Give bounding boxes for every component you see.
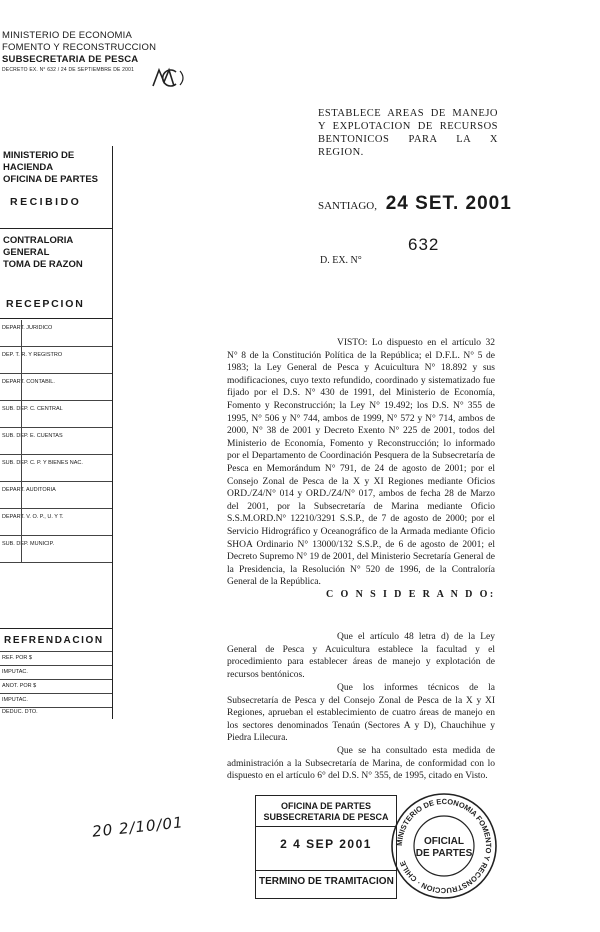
considerando-heading: C O N S I D E R A N D O:: [326, 589, 496, 600]
considerando-paragraph-2: Que los informes técnicos de la Subsecretaría de Pesca y del Consejo Zonal de Pesca de la X y XI Regiones, aprueban el establecimiento de cuatro áreas de manejo en los sectores denominados Tenaún (Sectores A y D), Chauchihue y Piedra Lilecura.: [227, 683, 495, 744]
handwritten-note: 20 2/10/01: [91, 813, 185, 841]
letterhead-fomento: FOMENTO Y RECONSTRUCCION: [2, 42, 157, 53]
date-city: SANTIAGO,: [318, 200, 377, 212]
contraloria-stamp: [0, 228, 113, 628]
visto-paragraph: VISTO: Lo dispuesto en el artículo 32 N° 8 de la Constitución Política de la República; el D.F.L. N° 5 de 1983; la Ley General de Pesca y Acuicultura N° 18.892 y sus modificaciones, cuyo texto refundido, coordinado y sistematizado fue fijado por el D.S. N° 430 de 1991, del Ministerio de Economía, Fomento y Reconstrucción; la Ley N° 19.492; los D.S. N° 355 de 1995, N° 506 y N° 744, ambos de 1999, N° 572 y N° 714, ambos de 2000, N° 38 de 2001 y Decreto Exento N° 225 de 2001, todos del Ministerio de Economía, Fomento y Reconstrucción; lo informado por el Departamento de Coordinación Pesquera de la Subsecretaría de Pesca en Memorándum N° 791, de 24 de agosto de 2001; por el Consejo Zonal de Pesca de la X y XI Regiones mediante Oficios ORD./Z4/N° 014 y ORD./Z4/N° 017, ambos de fecha 28 de Marzo del 2001, por la Subsecretaría de Marina mediante Oficio S.S.M.ORD.N° 12210/3291 S.S.P., de 7 de agosto de 2000; por el Servicio Hidrográfico y Oceanográfico de la Armada mediante Oficio SHOA Ordinario N° 13000/132 S.S.P., de 6 de agosto de 2001; el Decreto Supremo N° 19 de 2001, del Ministerio Secretaría General de la Presidencia, la Resolución N° 520 de 1996, de la Contraloría General de la República.: [227, 338, 495, 588]
table-row: [0, 509, 112, 536]
refrendacion-label: REFRENDACION: [4, 635, 104, 646]
row-label: DEPART. V. O. P., U. Y T.: [2, 514, 64, 520]
refrendacion-stamp: [0, 628, 113, 719]
table-row: [0, 374, 112, 401]
seal-center-line1: OFICIAL: [424, 836, 464, 847]
table-row: [0, 428, 112, 455]
row-label: DEP. T. R. Y REGISTRO: [2, 352, 63, 358]
row-label: SUB. DEP. E. CUENTAS: [2, 433, 63, 439]
letterhead-subsecretaria: SUBSECRETARIA DE PESCA: [2, 54, 139, 65]
oficina-partes-stamp: [255, 795, 397, 899]
received-label: RECIBIDO: [10, 196, 82, 208]
contraloria-label: CONTRALORIA GENERAL: [3, 235, 73, 258]
hacienda-stamp: [0, 146, 113, 229]
ref-row-label: IMPUTAC.: [2, 669, 28, 675]
toma-razon-label: TOMA DE RAZON: [3, 259, 83, 270]
seal-center-line2: DE PARTES: [415, 848, 473, 859]
decree-title: ESTABLECE AREAS DE MANEJO Y EXPLOTACION DE RECURSOS BENTONICOS PARA LA X REGION.: [318, 108, 498, 158]
official-seal-icon: [388, 790, 500, 902]
stamp-termino: TERMINO DE TRAMITACION: [259, 876, 394, 887]
stamp-date: 2 4 SEP 2001: [280, 837, 372, 851]
table-row: [0, 536, 112, 563]
table-row: [0, 347, 112, 374]
considerando-paragraph-3: Que se ha consultado esta medida de administración a la Subsecretaría de Marina, de conformidad con lo dispuesto en el artículo 6° del D.S. N° 355, de 1995, citado en Visto.: [227, 746, 495, 782]
table-row: [0, 482, 112, 509]
hacienda-ministry: MINISTERIO DE HACIENDA: [3, 150, 75, 173]
recepcion-rows: [0, 320, 112, 563]
letterhead-reference: DECRETO EX. N° 632 / 24 DE SEPTIEMBRE DE 2001: [2, 67, 135, 73]
ref-row-label: REF. POR $: [2, 655, 32, 661]
table-row: [0, 401, 112, 428]
stamp-office: OFICINA DE PARTES: [280, 801, 371, 811]
hacienda-office: OFICINA DE PARTES: [3, 174, 99, 185]
letterhead: [2, 30, 156, 74]
row-label: SUB. DEP. MUNICIP.: [2, 541, 55, 547]
recepcion-label: RECEPCION: [6, 298, 85, 310]
ref-row-label: DEDUC. DTO.: [2, 709, 38, 715]
row-label: DEPART. CONTABIL.: [2, 379, 55, 385]
decree-date: [318, 193, 512, 215]
institution-logo-icon: [150, 66, 188, 90]
row-label: SUB. DEP. C. P. Y BIENES NAC.: [2, 460, 83, 466]
seal-ring-text: MINISTERIO DE ECONOMIA FOMENTO Y RECONSTRUCCION · CHILE: [394, 796, 494, 896]
table-row: [0, 455, 112, 482]
stamp-subsecretaria: SUBSECRETARIA DE PESCA: [263, 812, 389, 822]
ref-row-label: ANOT. POR $: [2, 683, 37, 689]
ref-row-label: IMPUTAC.: [2, 697, 28, 703]
considerando-paragraph-1: Que el artículo 48 letra d) de la Ley General de Pesca y Acuicultura establece la facultad y el procedimiento para establecer áreas de manejo y explotación de recursos bentónicos.: [227, 632, 495, 680]
row-label: DEPART. JURIDICO: [2, 325, 53, 331]
letterhead-ministry: MINISTERIO DE ECONOMIA: [2, 30, 133, 41]
row-label: SUB. DEP. C. CENTRAL: [2, 406, 63, 412]
row-label: DEPART. AUDITORIA: [2, 487, 56, 493]
date-stamp: 24 SET. 2001: [385, 193, 512, 214]
divider: [0, 318, 112, 319]
decree-label: D. EX. N°: [320, 255, 362, 266]
decree-number: 632: [408, 235, 440, 254]
table-row: [0, 320, 112, 347]
